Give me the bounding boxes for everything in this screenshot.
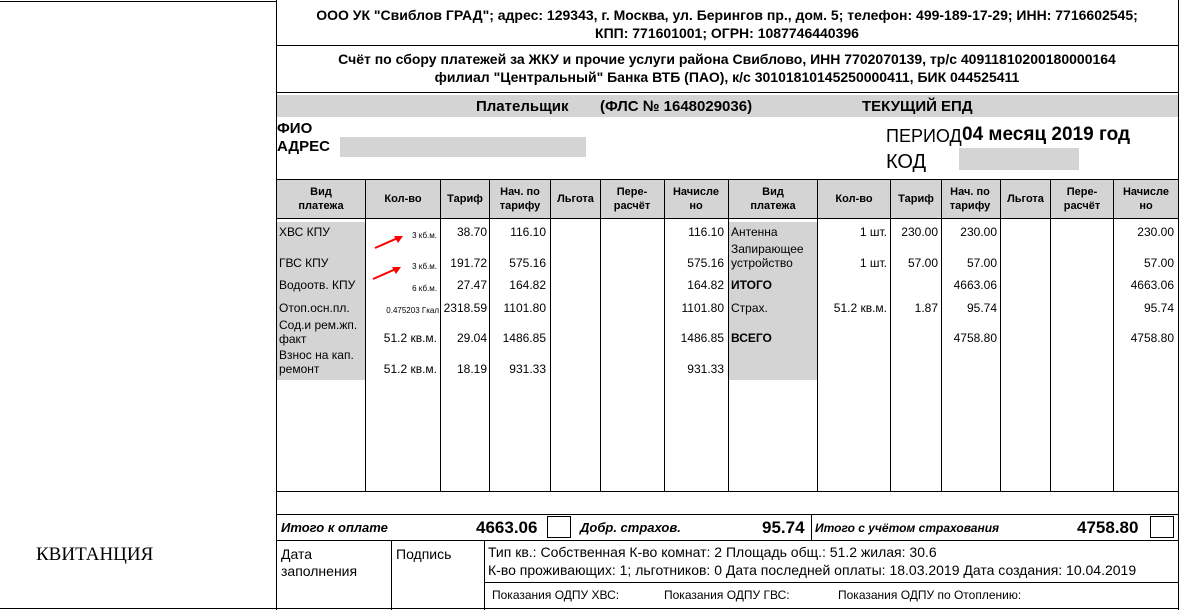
insurance-value: 95.74 xyxy=(762,518,805,537)
service-tariff: 1.87 xyxy=(914,301,938,315)
bank-info xyxy=(277,50,1177,86)
service-name: Страх. xyxy=(731,301,768,315)
odpu-gvs-label: Показания ОДПУ ГВС: xyxy=(664,588,790,602)
total-label: ВСЕГО xyxy=(731,331,772,345)
service-qty: 6 кб.м. xyxy=(412,284,437,293)
service-name-line-1: Взнос на кап. xyxy=(279,348,354,362)
col-header-accrued-tariff-2: Нач. по тарифу xyxy=(949,186,991,212)
insurance-label: Добр. страхов. xyxy=(580,520,681,535)
service-name-line-1: Запирающее xyxy=(731,242,804,256)
service-tariff-sum: 164.82 xyxy=(509,278,546,292)
service-name: Водоотв. КПУ xyxy=(279,278,356,292)
with-insurance-label: Итого с учётом страхования xyxy=(815,521,1000,535)
col-header-qty-2: Кол-во xyxy=(835,193,873,205)
service-qty: 1 шт. xyxy=(859,256,887,270)
service-tariff-sum: 57.00 xyxy=(966,256,997,270)
service-name-line-2: устройство xyxy=(731,256,793,270)
code-label: КОД xyxy=(886,151,927,173)
col-header-recalc-2: Пере-расчёт xyxy=(1063,186,1101,212)
service-name: Отоп.осн.пл. xyxy=(279,301,350,315)
service-tariff-sum: 931.33 xyxy=(509,362,546,376)
col-header-qty: Кол-во xyxy=(384,193,422,205)
date-label-line-2: заполнения xyxy=(281,563,358,579)
col-header-benefit: Льгота xyxy=(557,193,594,205)
code-redacted xyxy=(959,148,1079,170)
service-qty: 51.2 кв.м. xyxy=(383,331,437,345)
company-info xyxy=(277,6,1177,42)
bank-line-1: Счёт по сбору платежей за ЖКУ и прочие услуги района Свиблово, ИНН 7702070139, тр/с 40911810200180000164 xyxy=(338,51,1116,67)
service-tariff-sum: 95.74 xyxy=(966,301,997,315)
odpu-heat-label: Показания ОДПУ по Отоплению: xyxy=(838,588,1022,602)
fio-label: ФИО xyxy=(277,120,313,137)
service-accrued: 95.74 xyxy=(1143,301,1174,315)
apartment-info-line-1: Тип кв.: Собственная К-во комнат: 2 Площадь общ.: 51.2 жилая: 30.6 xyxy=(488,544,937,560)
service-tariff: 18.19 xyxy=(456,362,487,376)
col-header-type-2: Вид платежа xyxy=(750,186,796,212)
payer-label: Плательщик xyxy=(476,98,569,115)
signature-label: Подпись xyxy=(396,546,452,562)
service-qty: 3 кб.м. xyxy=(412,231,437,240)
subtotal-accrued: 4663.06 xyxy=(1130,278,1174,292)
service-tariff: 38.70 xyxy=(456,225,487,239)
red-arrow-icon xyxy=(372,233,406,251)
to-pay-label: Итого к оплате xyxy=(281,520,388,535)
service-accrued: 931.33 xyxy=(687,362,724,376)
col-header-type: Вид платежа xyxy=(298,186,344,212)
to-pay-checkbox[interactable] xyxy=(547,516,571,538)
service-accrued: 1101.80 xyxy=(681,301,724,315)
to-pay-value: 4663.06 xyxy=(476,518,538,537)
service-name: ГВС КПУ xyxy=(279,256,329,270)
col-header-accrued-tariff: Нач. по тарифу xyxy=(499,186,541,212)
col-header-tariff: Тариф xyxy=(447,193,483,205)
service-accrued: 575.16 xyxy=(687,256,724,270)
service-qty: 3 кб.м. xyxy=(412,262,437,271)
period-value: 04 месяц 2019 год xyxy=(962,124,1131,145)
service-tariff-sum: 575.16 xyxy=(509,256,546,270)
service-tariff-sum: 1101.80 xyxy=(503,301,546,315)
col-header-tariff-2: Тариф xyxy=(898,193,934,205)
subtotal-tariff-sum: 4663.06 xyxy=(953,278,997,292)
service-accrued: 230.00 xyxy=(1137,225,1174,239)
service-tariff-sum: 230.00 xyxy=(960,225,997,239)
service-name-line-1: Сод.и рем.жп. xyxy=(279,318,358,332)
company-line-1: ООО УК "Свиблов ГРАД"; адрес: 129343, г. Москва, ул. Берингов пр., дом. 5; телефон: 499-189-17-29; ИНН: 7716602545; xyxy=(316,7,1138,23)
service-tariff: 191.72 xyxy=(450,256,487,270)
address-redacted xyxy=(340,137,586,157)
service-tariff-sum: 1486.85 xyxy=(502,331,546,345)
odpu-hvs-label: Показания ОДПУ ХВС: xyxy=(492,588,620,602)
fls-number: (ФЛС № 1648029036) xyxy=(600,98,753,115)
service-accrued: 57.00 xyxy=(1143,256,1174,270)
service-tariff: 27.47 xyxy=(456,278,487,292)
service-name-line-2: ремонт xyxy=(279,362,320,376)
service-tariff: 29.04 xyxy=(456,331,487,345)
total-tariff-sum: 4758.80 xyxy=(953,331,997,345)
col-header-benefit-2: Льгота xyxy=(1007,193,1044,205)
col-header-accrued-2: Начисле но xyxy=(1122,186,1169,212)
red-arrow-icon xyxy=(370,264,404,282)
date-label-line-1: Дата xyxy=(281,546,313,562)
service-qty: 51.2 кв.м. xyxy=(833,301,887,315)
bank-line-2: филиал "Центральный" Банка ВТБ (ПАО), к/с 30101810145250000411, БИК 044525411 xyxy=(434,69,1020,85)
service-name: ХВС КПУ xyxy=(279,225,330,239)
service-tariff: 57.00 xyxy=(907,256,938,270)
service-tariff: 230.00 xyxy=(901,225,938,239)
service-qty: 0.475203 Гкал xyxy=(386,306,439,315)
with-insurance-value: 4758.80 xyxy=(1077,518,1139,537)
service-accrued: 164.82 xyxy=(687,278,724,292)
total-accrued: 4758.80 xyxy=(1130,331,1174,345)
service-accrued: 1486.85 xyxy=(680,331,724,345)
company-line-2: КПП: 771601001; ОГРН: 1087746440396 xyxy=(595,25,859,41)
col-header-recalc: Пере-расчёт xyxy=(613,186,651,212)
period-label: ПЕРИОД xyxy=(886,126,962,146)
kvitanciya-label: КВИТАНЦИЯ xyxy=(36,544,154,565)
apartment-info-line-2: К-во проживающих: 1; льготников: 0 Дата последней оплаты: 18.03.2019 Дата создания: 10.04.2019 xyxy=(488,562,1137,578)
service-tariff: 2318.59 xyxy=(443,301,487,315)
col-header-accrued: Начисле но xyxy=(672,186,719,212)
service-name-line-2: факт xyxy=(279,332,307,346)
subtotal-label: ИТОГО xyxy=(731,278,772,292)
service-qty: 51.2 кв.м. xyxy=(383,362,437,376)
service-accrued: 116.10 xyxy=(688,225,724,239)
service-name: Антенна xyxy=(731,225,778,239)
service-qty: 1 шт. xyxy=(859,225,887,239)
address-label: АДРЕС xyxy=(277,138,330,155)
with-insurance-checkbox[interactable] xyxy=(1150,516,1174,538)
service-tariff-sum: 116.10 xyxy=(510,225,546,239)
epd-label: ТЕКУЩИЙ ЕПД xyxy=(862,98,973,115)
